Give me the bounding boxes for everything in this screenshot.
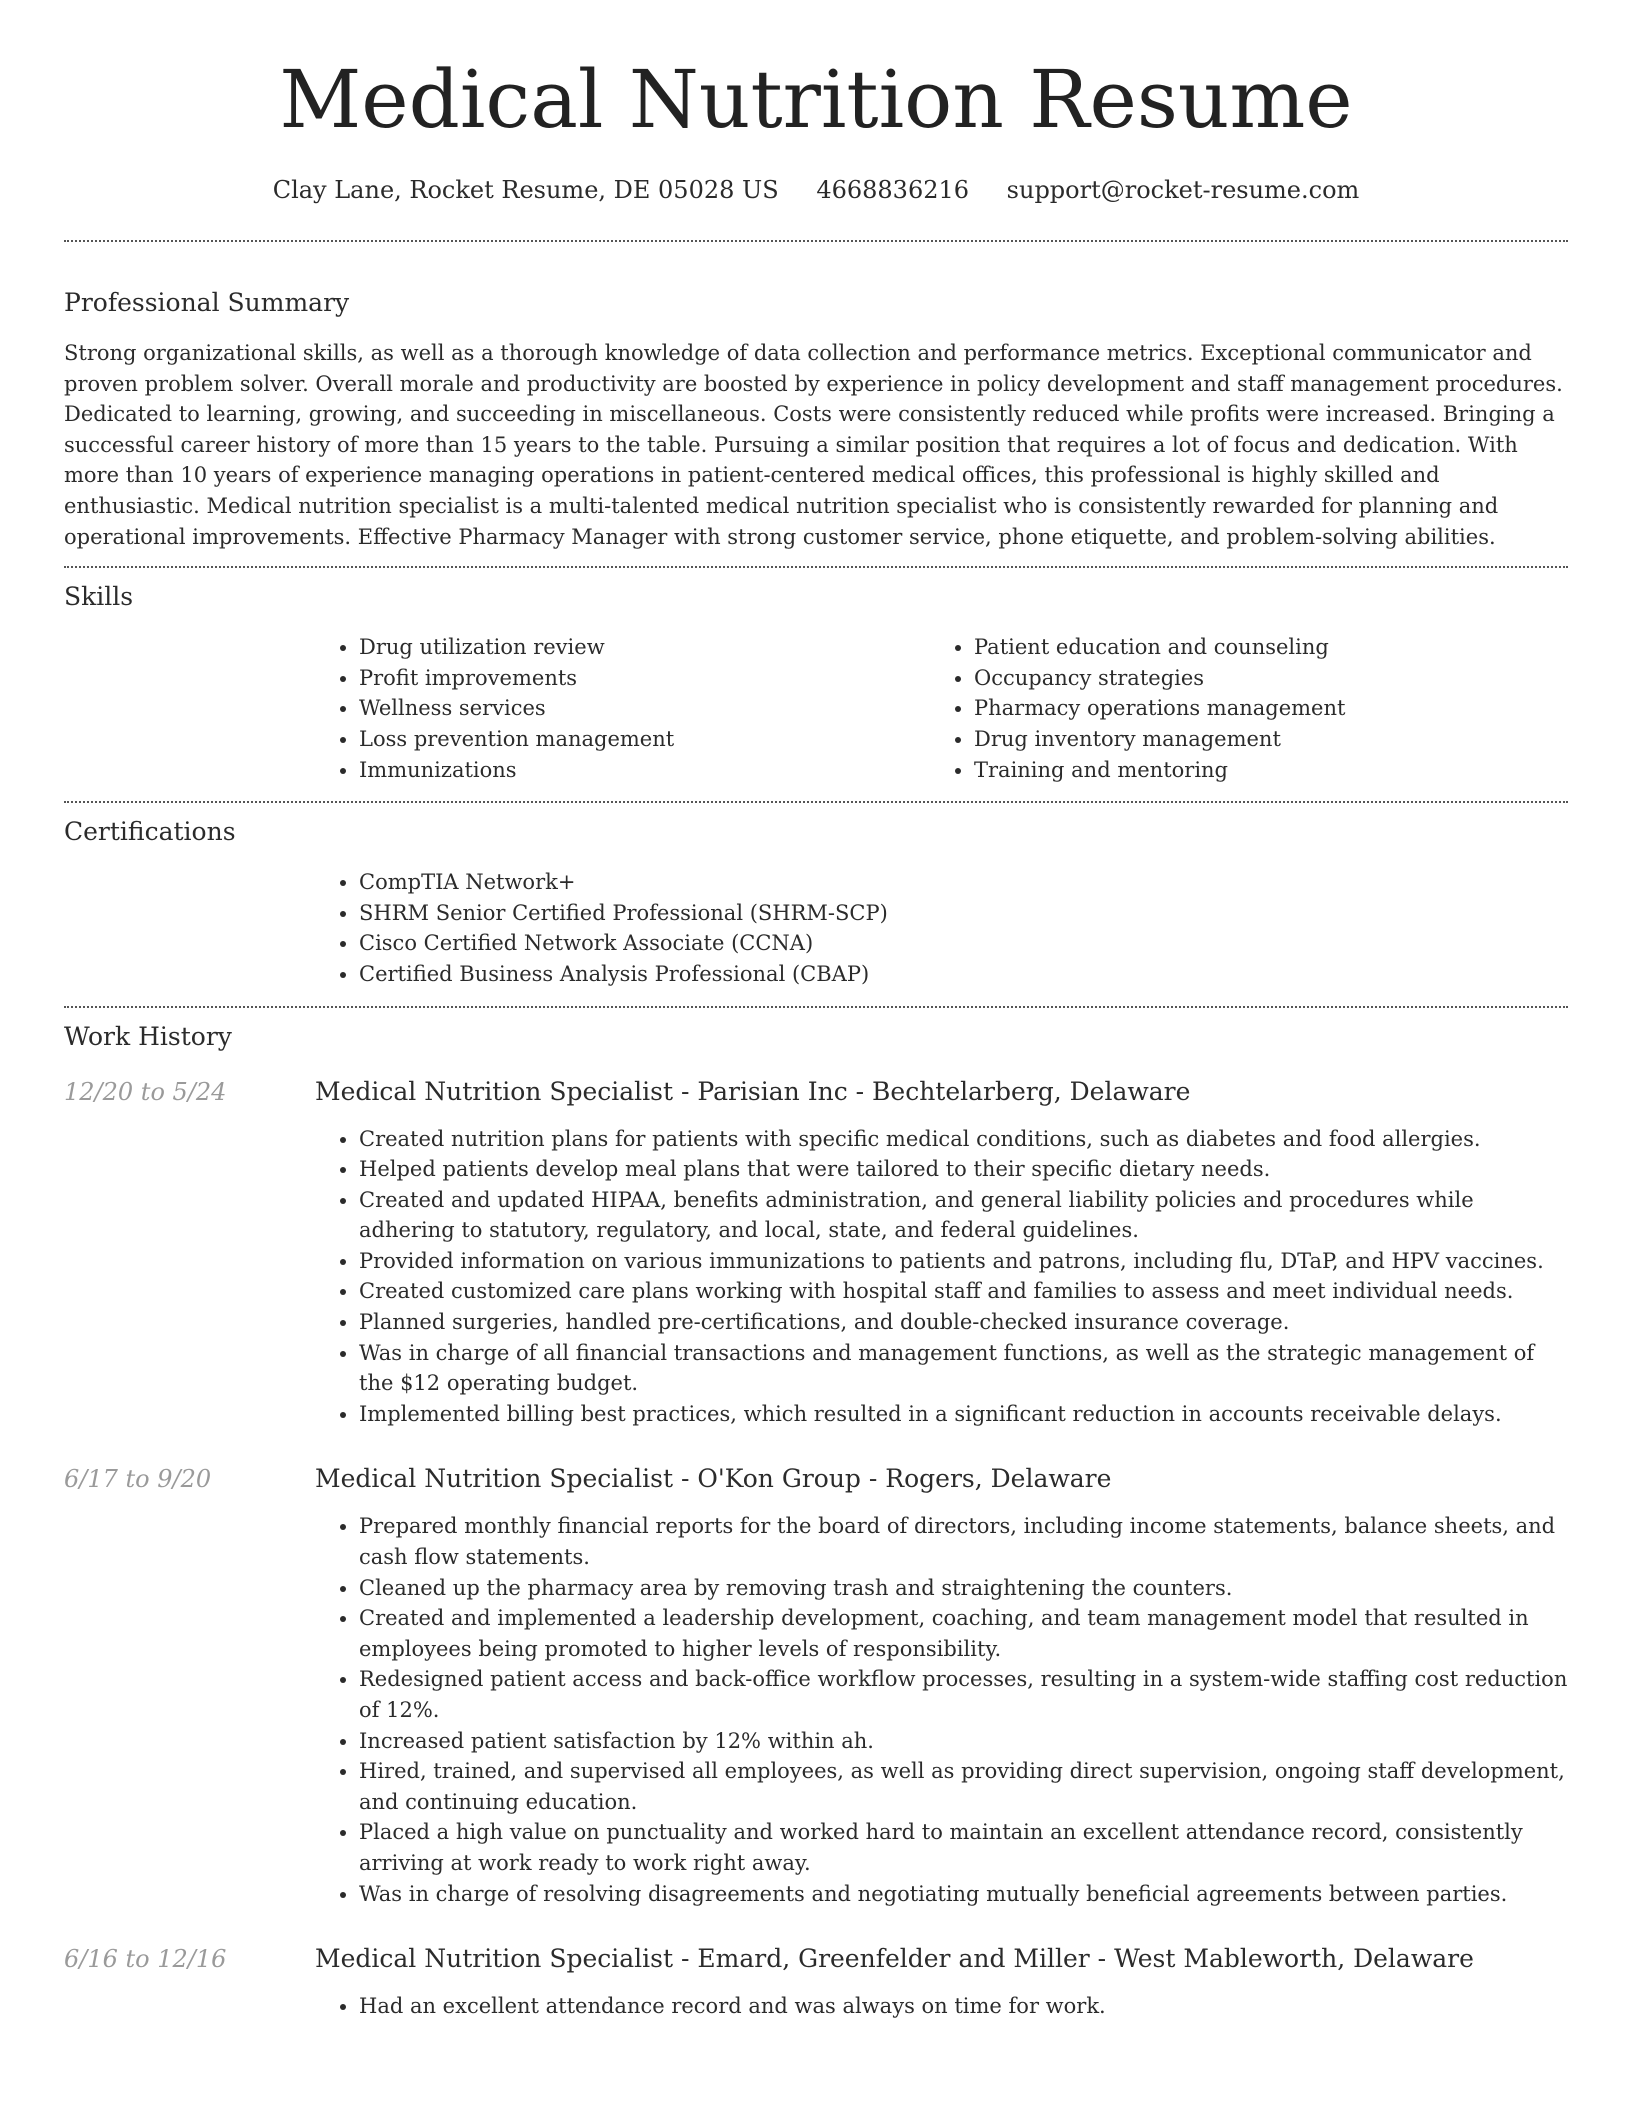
contact-line [64,174,1568,206]
job-bullet: • Created nutrition plans for patients with specific medical conditions, such as diabetes and food allergies. [359,1124,1568,1155]
skill-item: • Wellness services [359,693,930,724]
job-title: Medical Nutrition Specialist - O'Kon Group - Rogers, Delaware [315,1464,1112,1494]
section-divider [64,1006,1568,1008]
skill-item: • Drug utilization review [359,632,930,663]
job-bullet: • Helped patients develop meal plans that were tailored to their specific dietary needs. [359,1154,1568,1185]
certifications-list [315,867,1568,989]
job-bullet: • Created customized care plans working with hospital staff and families to assess and meet individual needs. [359,1276,1568,1307]
contact-email: support@rocket-resume.com [1006,176,1360,204]
section-heading-summary: Professional Summary [64,288,350,317]
skill-item: • Occupancy strategies [974,663,1545,694]
skill-item: • Immunizations [359,755,930,786]
certifications-section [64,815,1568,989]
job-title: Medical Nutrition Specialist - Emard, Greenfelder and Miller - West Mableworth, Delaware [315,1944,1474,1974]
job-bullets [315,1124,1568,1430]
job-bullet: • Cleaned up the pharmacy area by removing trash and straightening the counters. [359,1573,1568,1604]
skills-column-right [930,632,1545,785]
job-entry [64,1076,1568,1430]
section-heading-work-history: Work History [64,1021,232,1051]
resume-page [64,0,1568,2022]
section-divider [64,240,1568,242]
certification-item: • Certified Business Analysis Professional (CBAP) [359,959,1568,990]
summary-text: Strong organizational skills, as well as a thorough knowledge of data collection and performance metrics. Exceptional communicator and proven problem solver. Overall morale and productivity are boosted by experience in policy development and staff management procedures. Dedicated to learning, growing, and succeeding in miscellaneous. Costs were consistently reduced while profits were increased. Bringing a successful career history of more than 15 years to the table. Pursuing a similar position that requires a lot of focus and dedication. With more than 10 years of experience managing operations in patient-centered medical offices, this professional is highly skilled and enthusiastic. Medical nutrition specialist is a multi-talented medical nutrition specialist who is consistently rewarded for planning and operational improvements. Effective Pharmacy Manager with strong customer service, phone etiquette, and problem-solving abilities. [64,341,1563,549]
job-dates: 6/17 to 9/20 [64,1465,212,1494]
skill-item: • Training and mentoring [974,755,1545,786]
job-bullet: • Had an excellent attendance record and was always on time for work. [359,1991,1568,2022]
section-divider [64,566,1568,568]
skills-columns [315,632,1568,785]
skill-item: • Pharmacy operations management [974,693,1545,724]
job-bullet: • Created and updated HIPAA, benefits administration, and general liability policies and procedures while adhering to statutory, regulatory, and local, state, and federal guidelines. [359,1185,1568,1246]
job-bullet: • Increased patient satisfaction by 12% within ah. [359,1726,1568,1757]
job-bullet: • Was in charge of all financial transactions and management functions, as well as the strategic management of the $12 operating budget. [359,1338,1568,1399]
skill-item: • Patient education and counseling [974,632,1545,663]
section-heading-skills: Skills [64,582,134,612]
contact-phone: 4668836216 [816,176,970,204]
job-title: Medical Nutrition Specialist - Parisian Inc - Bechtelarberg, Delaware [315,1076,1191,1106]
job-bullet: • Provided information on various immunizations to patients and patrons, including flu, DTaP, and HPV vaccines. [359,1246,1568,1277]
skill-item: • Profit improvements [359,663,930,694]
job-entry [64,1463,1568,1909]
job-bullets [315,1991,1568,2022]
skill-item: • Drug inventory management [974,724,1545,755]
skills-column-left [315,632,930,785]
job-bullet: • Hired, trained, and supervised all employees, as well as providing direct supervision, ongoing staff development, and continuing education. [359,1756,1568,1817]
job-bullet: • Planned surgeries, handled pre-certifications, and double-checked insurance coverage. [359,1307,1568,1338]
job-bullet: • Placed a high value on punctuality and worked hard to maintain an excellent attendance record, consistently arriving at work ready to work right away. [359,1817,1568,1878]
job-header [64,1076,1568,1108]
job-header [64,1943,1568,1975]
section-heading-certifications: Certifications [64,817,236,847]
job-dates: 12/20 to 5/24 [64,1077,227,1106]
job-bullet: • Was in charge of resolving disagreements and negotiating mutually beneficial agreements between parties. [359,1879,1568,1910]
job-dates: 6/16 to 12/16 [64,1945,227,1974]
work-history-section [64,1020,1568,2022]
job-bullet: • Redesigned patient access and back-office workflow processes, resulting in a system-wide staffing cost reduction of 12%. [359,1664,1568,1725]
section-divider [64,801,1568,803]
job-entry [64,1943,1568,2022]
resume-title: Medical Nutrition Resume [279,53,1353,146]
certification-item: • CompTIA Network+ [359,867,1568,898]
skill-item: • Loss prevention management [359,724,930,755]
certification-item: • SHRM Senior Certified Professional (SHRM-SCP) [359,898,1568,929]
professional-summary-section [64,286,1568,552]
contact-address: Clay Lane, Rocket Resume, DE 05028 US [272,176,779,204]
job-bullets [315,1511,1568,1909]
certification-item: • Cisco Certified Network Associate (CCNA) [359,928,1568,959]
job-bullet: • Implemented billing best practices, which resulted in a significant reduction in accounts receivable delays. [359,1399,1568,1430]
job-bullet: • Created and implemented a leadership development, coaching, and team management model that resulted in employees being promoted to higher levels of responsibility. [359,1603,1568,1664]
job-bullet: • Prepared monthly financial reports for the board of directors, including income statements, balance sheets, and cash flow statements. [359,1511,1568,1572]
skills-section [64,580,1568,785]
job-header [64,1463,1568,1495]
